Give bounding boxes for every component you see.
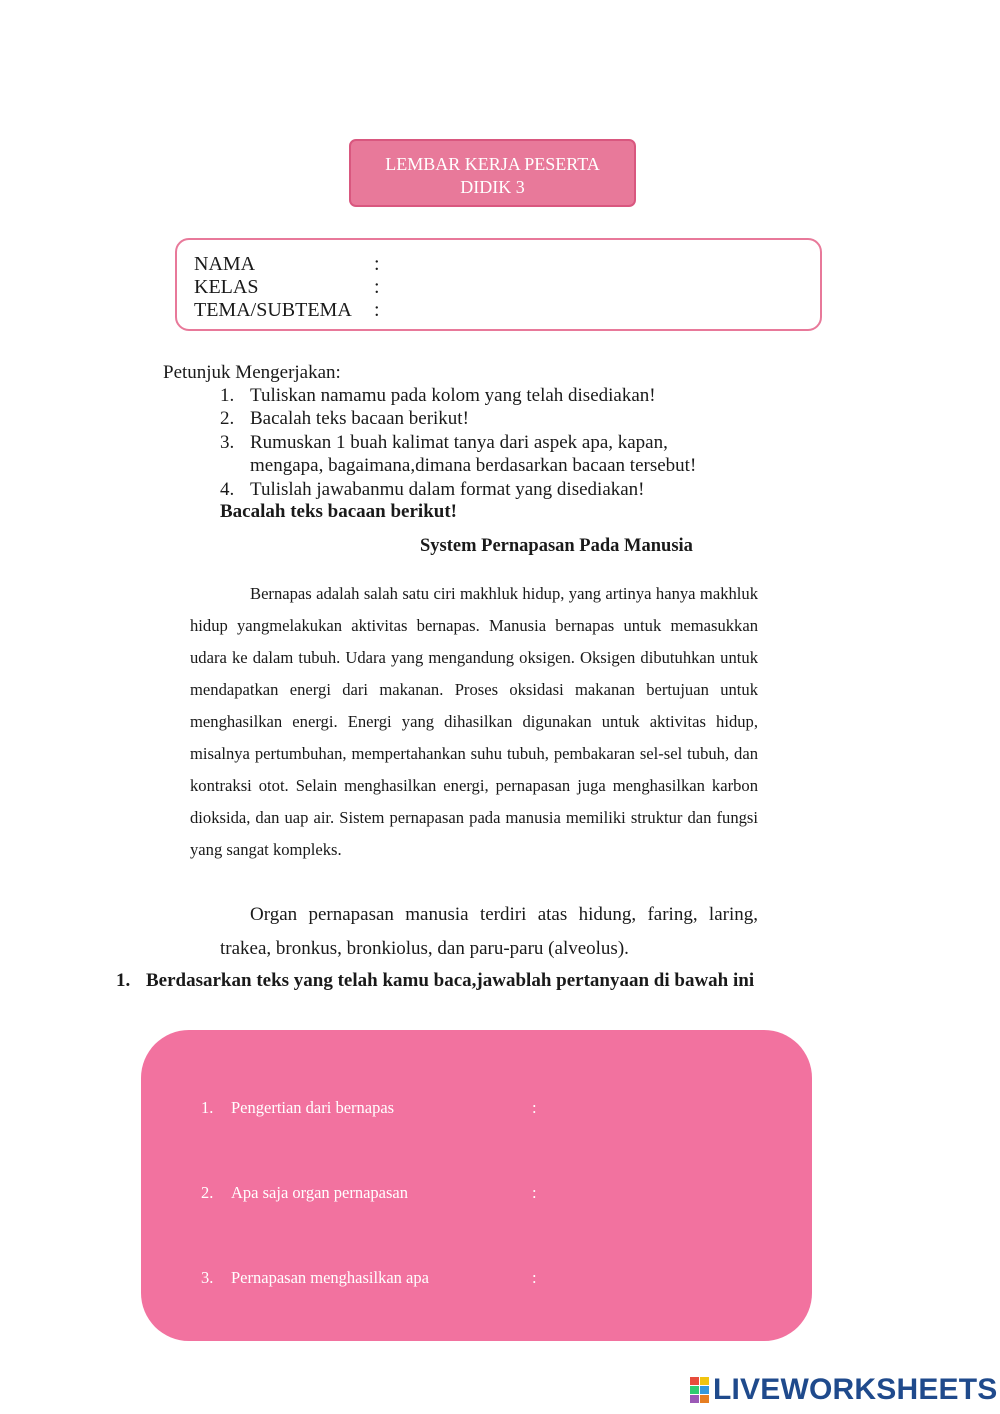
class-colon: : xyxy=(374,276,380,298)
article-paragraph-2: Organ pernapasan manusia terdiri atas hidung, faring, laring, trakea, bronkus, bronkiolus, dan paru-paru (alveolus). xyxy=(220,904,758,959)
instruction-text: Bacalah teks bacaan berikut! xyxy=(250,408,469,430)
name-label: NAMA xyxy=(194,253,256,275)
instruction-text: Tulislah jawabanmu dalam format yang disediakan! xyxy=(250,478,645,500)
answer-label: Pernapasan menghasilkan apa xyxy=(231,1268,429,1287)
instruction-number: 2. xyxy=(220,408,235,430)
logo-square-icon xyxy=(690,1386,699,1394)
answer-colon: : xyxy=(532,1183,537,1202)
worksheet-title xyxy=(349,139,636,207)
question-text: Berdasarkan teks yang telah kamu baca,jawablah pertanyaan di bawah ini xyxy=(146,970,755,991)
answer-number: 2. xyxy=(201,1183,214,1202)
instruction-item xyxy=(220,478,760,501)
instructions-list xyxy=(220,384,760,501)
instruction-number: 4. xyxy=(220,478,235,500)
instruction-number: 1. xyxy=(220,385,235,406)
answer-label: Pengertian dari bernapas xyxy=(231,1098,395,1117)
article-title: System Pernapasan Pada Manusia xyxy=(420,536,693,556)
worksheet-title-line2: DIDIK 3 xyxy=(460,177,525,197)
answer-box xyxy=(141,1030,812,1341)
question-heading xyxy=(116,970,754,992)
answer-colon: : xyxy=(532,1268,537,1287)
logo-square-icon xyxy=(690,1395,699,1403)
liveworksheets-icon xyxy=(690,1377,709,1403)
logo-square-icon xyxy=(700,1377,709,1385)
answer-colon: : xyxy=(532,1098,537,1117)
article-paragraph-1: Bernapas adalah salah satu ciri makhluk hidup, yang artinya hanya makhluk hidup yangmelakukan aktivitas bernapas. Manusia bernapas untuk memasukkan udara ke dalam tubuh. Udara yang mengandung oksigen. Oksigen dibutuhkan untuk mendapatkan energi dari makanan. Proses oksidasi makanan bertujuan untuk menghasilkan energi. Energi yang dihasilkan digunakan untuk aktivitas hidup, misalnya pertumbuhan, mempertahankan suhu tubuh, pembakaran sel-sel tubuh, dan kontraksi otot. Selain menghasilkan energi, pernapasan juga menghasilkan karbon dioksida, dan uap air. Sistem pernapasan pada manusia memiliki struktur dan fungsi yang sangat kompleks. xyxy=(190,584,758,859)
answer-number: 3. xyxy=(201,1268,214,1287)
instructions-title: Petunjuk Mengerjakan: xyxy=(163,362,341,383)
instruction-item xyxy=(220,407,760,430)
logo-square-icon xyxy=(700,1395,709,1403)
logo-square-icon xyxy=(700,1386,709,1394)
instruction-text: Tuliskan namamu pada kolom yang telah disediakan! xyxy=(250,385,656,406)
read-instruction: Bacalah teks bacaan berikut! xyxy=(220,501,457,522)
liveworksheets-wordmark: LIVEWORKSHEETS xyxy=(713,1373,998,1406)
logo-square-icon xyxy=(690,1377,699,1385)
name-colon: : xyxy=(374,253,380,275)
question-number: 1. xyxy=(116,970,131,991)
worksheet-title-line1: LEMBAR KERJA PESERTA xyxy=(385,154,600,174)
instruction-text: Rumuskan 1 buah kalimat tanya dari aspek apa, kapan, mengapa, bagaimana,dimana berdasarkan bacaan tersebut! xyxy=(250,431,697,477)
student-identity-box xyxy=(175,238,822,331)
instruction-number: 3. xyxy=(220,431,235,453)
answer-number: 1. xyxy=(201,1098,214,1117)
theme-colon: : xyxy=(374,299,380,321)
class-label: KELAS xyxy=(194,276,259,298)
answer-label: Apa saja organ pernapasan xyxy=(231,1183,408,1202)
instruction-item xyxy=(220,431,730,478)
instruction-item xyxy=(220,384,760,407)
liveworksheets-logo[interactable] xyxy=(690,1373,998,1407)
theme-label: TEMA/SUBTEMA xyxy=(194,299,352,321)
